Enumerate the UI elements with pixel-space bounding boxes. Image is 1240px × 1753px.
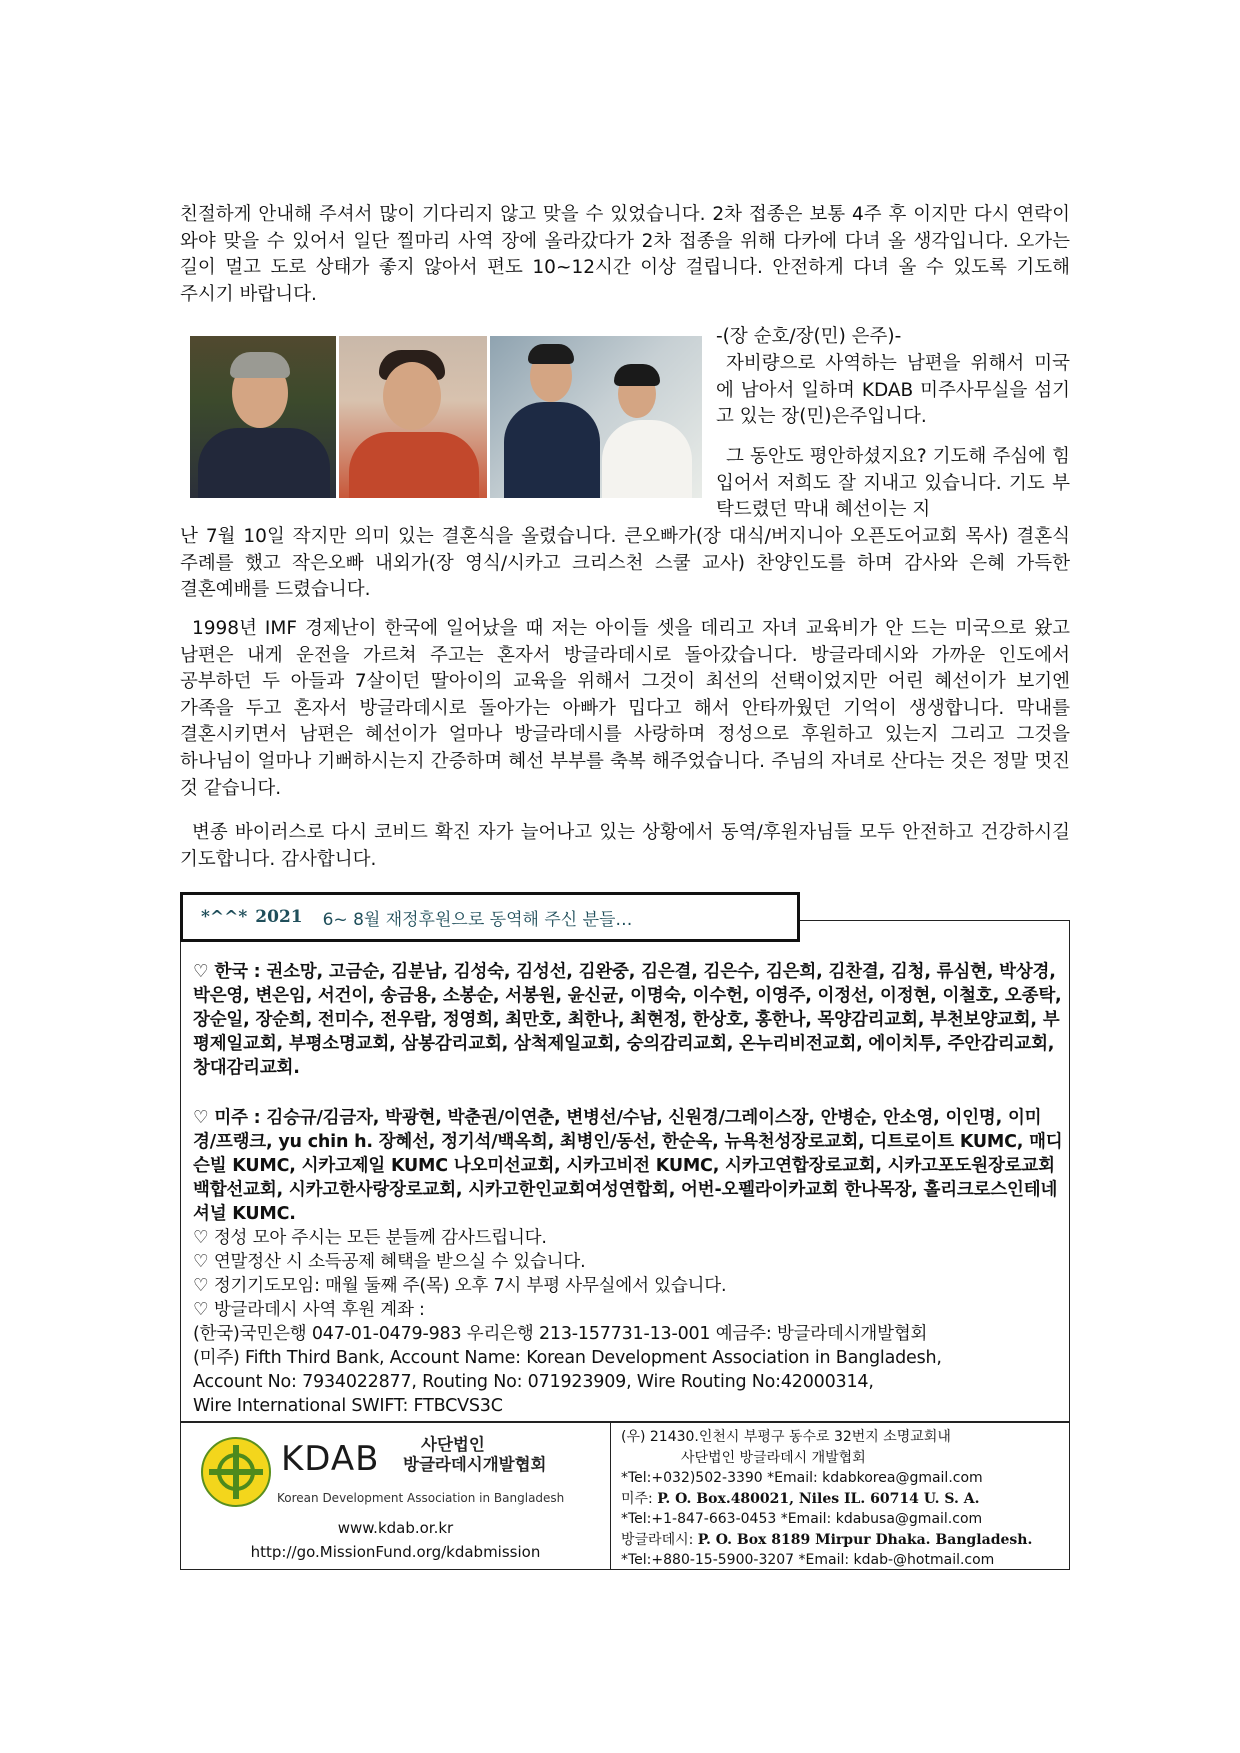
note-tax: ♡ 연말정산 시 소득공제 혜택을 받으실 수 있습니다. [193,1252,586,1272]
logo-english-name: Korean Development Association in Bangladesh [277,1491,565,1505]
note-account: ♡ 방글라데시 사역 후원 계좌 : [193,1300,425,1320]
paragraph-history: 1998년 IMF 경제난이 한국에 일어났을 때 저는 아이들 셋을 데리고 자녀 교육비가 안 드는 미국으로 왔고 남편은 내게 운전을 가르쳐 주고는 혼자서 방글라데시로 돌아갔습니다. 방글라데시와 가까운 인도에서 공부하던 두 아들과 7살이던 딸아이의 교육을 위해서 그것이 최선의 선택이었지만 어린 혜선이가 보기엔 가족을 두고 혼자서 방글라데시로 돌아가는 아빠가 밉다고 해서 안타까웠던 기억이 생생합니다. 막내를 결혼시키면서 남편은 혜선이가 얼마나 방글라데시를 사랑하며 정성으로 후원하고 있는지 그리고 그것을 하나님이 얼마나 기뻐하시는지 간증하며 혜선 부부를 축복 해주었습니다. 주님의 자녀로 산다는 것은 정말 멋진 것 같습니다. [180,618,1070,799]
paragraph-greeting-start: 그 동안도 평안하셨지요? 기도해 주심에 힘입어서 저희도 잘 지내고 있습니다. 기도 부탁드렸던 막내 혜선이는 지 [716,446,1070,521]
address-korea: (우) 21430.인천시 부평구 동수로 32번지 소명교회내 [621,1429,951,1445]
contact-korea: *Tel:+032)502-3390 *Email: kdabkorea@gmail.com [621,1470,983,1486]
photo-wedding-couple [490,336,702,498]
address-bd-line: 방글라데시: P. O. Box 8189 Mirpur Dhaka. Bangladesh. [621,1531,1033,1548]
address-usa: P. O. Box.480021, Niles IL. 60714 U. S. A. [657,1490,980,1507]
missionfund-link[interactable]: http://go.MissionFund.org/kdabmission [250,1543,541,1561]
website-link[interactable]: www.kdab.or.kr [337,1519,454,1537]
paragraph-wedding: 난 7월 10일 작지만 의미 있는 결혼식을 올렸습니다. 큰오빠가(장 대식/버지니아 오픈도어교회 목사) 결혼식 주례를 했고 작은오빠 내외가(장 영식/시카고 크리스천 스쿨 교사) 찬양인도를 하며 감사와 은혜 가득한 결혼예배를 드렸습니다. [180,526,1070,601]
footer-logo-area [181,1423,611,1569]
account-usa-1: (미주) Fifth Third Bank, Account Name: Korean Development Association in Bangladesh, [193,1348,942,1368]
account-korea: (한국)국민은행 047-01-0479-983 우리은행 213-157731-13-001 예금주: 방글라데시개발협회 [193,1324,928,1344]
kdab-logo-icon [201,1437,271,1507]
photo-husband [190,336,336,498]
footer [180,1422,1070,1570]
donors-usa: ♡ 미주 : 김승규/김금자, 박광현, 박춘권/이연춘, 변병선/수남, 신원경/그레이스장, 안병순, 안소영, 이인명, 이미경/프랭크, yu chin h. 장혜선, 정기석/백옥희, 최병인/동선, 한순옥, 뉴욕천성장로교회, 디트로이트 KUMC, 매디슨빌 KUMC, 시카고제일 KUMC 나오미선교회, 시카고비전 KUMC, 시카고연합장로교회, 시카고포도원장로교회 백합선교회, 시카고한사랑장로교회, 시카고한인교회여성연합회, 어번-오펠라이카교회 한나목장, 홀리크로스인테네셔널 KUMC. [193,1108,1063,1224]
account-usa-3: Wire International SWIFT: FTBCVS3C [193,1396,503,1416]
signature-line: -(장 순호/장(민) 은주)- [716,326,902,347]
account-usa-2: Account No: 7934022877, Routing No: 071923909, Wire Routing No:42000314, [193,1372,874,1392]
contact-bangladesh: *Tel:+880-15-5900-3207 *Email: kdab-@hotmail.com [621,1552,995,1568]
title-text: 6~ 8월 재정후원으로 동역해 주신 분들… [322,909,633,930]
address-usa-line: 미주: P. O. Box.480021, Niles IL. 60714 U. S. A. [621,1490,980,1507]
note-thanks: ♡ 정성 모아 주시는 모든 분들께 감사드립니다. [193,1228,547,1248]
donor-box-title [180,892,800,942]
paragraph-intro: 자비량으로 사역하는 남편을 위해서 미국에 남아서 일하며 KDAB 미주사무실을 섬기고 있는 장(민)은주입니다. [716,353,1070,428]
title-prefix: *^^* [201,907,248,927]
org-name-line: 사단법인 방글라데시 개발협회 [681,1449,866,1466]
donors-korea: ♡ 한국 : 권소망, 고금순, 김분남, 김성숙, 김성선, 김완중, 김은결, 김은수, 김은희, 김찬결, 김청, 류심현, 박상경, 박은영, 변은임, 서건이, 송금용, 소봉순, 서봉원, 윤신균, 이명숙, 이수헌, 이영주, 이정선, 이정현, 이철호, 오종탁, 장순일, 장순희, 전미수, 전우람, 정영희, 최만호, 최한나, 최현정, 한상호, 홍한나, 목양감리교회, 부천보양교회, 부평제일교회, 부평소명교회, 삼봉감리교회, 삼척제일교회, 숭의감리교회, 온누리비전교회, 에이치투, 주안감리교회, 창대감리교회. [193,962,1062,1078]
note-prayer: ♡ 정기기도모임: 매월 둘째 주(목) 오후 7시 부평 사무실에서 있습니다. [193,1276,727,1296]
contact-usa: *Tel:+1-847-663-0453 *Email: kdabusa@gmail.com [621,1511,983,1527]
photo-wife [339,336,487,498]
logo-kdab-text: KDAB [281,1439,380,1479]
title-year: 2021 [255,907,303,927]
address-bangladesh: P. O. Box 8189 Mirpur Dhaka. Bangladesh. [697,1531,1033,1548]
paragraph-vaccination: 친절하게 안내해 주셔서 많이 기다리지 않고 맞을 수 있었습니다. 2차 접종은 보통 4주 후 이지만 다시 연락이 와야 맞을 수 있어서 일단 찔마리 사역 장에 올라갔다가 2차 접종을 위해 다카에 다녀 올 생각입니다. 오가는 길이 멀고 도로 상태가 좋지 않아서 편도 10~12시간 이상 걸립니다. 안전하게 다녀 올 수 있도록 기도해 주시기 바랍니다. [180,204,1070,305]
paragraph-closing: 변종 바이러스로 다시 코비드 확진 자가 늘어나고 있는 상황에서 동역/후원자님들 모두 안전하고 건강하시길 기도합니다. 감사합니다. [180,822,1070,870]
notes-list [193,1226,1063,1418]
family-photos [190,336,702,498]
logo-org-name: 사단법인 방글라데시개발협회 [403,1435,547,1474]
footer-contact [611,1423,1069,1569]
